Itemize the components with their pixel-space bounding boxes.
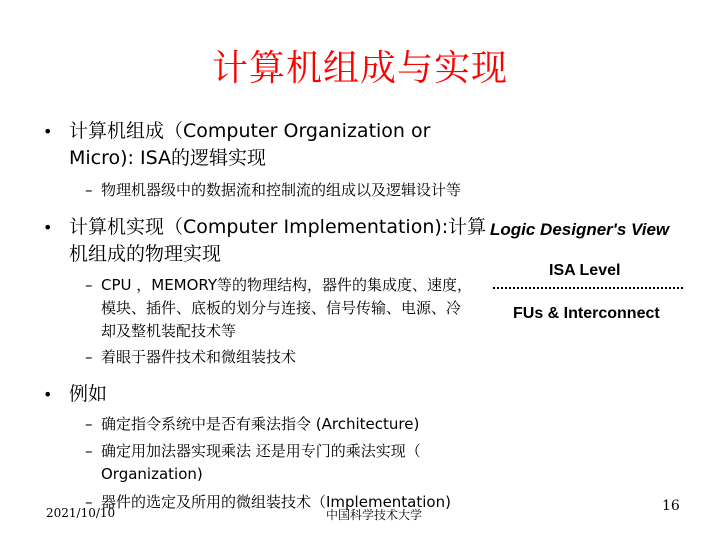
footer-organization: 中国科学技术大学 bbox=[326, 508, 423, 522]
bullet-dot: • bbox=[43, 122, 53, 141]
sub-bullet bbox=[85, 179, 462, 202]
sub-bullet-text: 物理机器级中的数据流和控制流的组成以及逻辑设计等 bbox=[101, 181, 462, 199]
footer-date: 2021/10/10 bbox=[46, 506, 116, 520]
sub-bullet-text-line2: Organization) bbox=[101, 465, 203, 483]
bullet-text-line2: Micro): ISA的逻辑实现 bbox=[69, 147, 267, 169]
sub-bullet-text-line3: 却及整机装配技术等 bbox=[101, 322, 237, 340]
sub-bullet-dash: – bbox=[85, 276, 93, 294]
sub-bullet bbox=[85, 440, 421, 486]
sub-bullet-text: 确定指令系统中是否有乘法指令 (Architecture) bbox=[101, 415, 420, 433]
page-number: 16 bbox=[662, 498, 680, 514]
sub-bullet-dash: – bbox=[85, 415, 93, 433]
sub-bullet bbox=[85, 274, 473, 343]
bullet-text-line2: 机组成的物理实现 bbox=[69, 243, 222, 265]
bullet-examples bbox=[43, 381, 108, 408]
sub-bullet bbox=[85, 346, 297, 369]
isa-level-label: ISA Level bbox=[549, 262, 621, 279]
bullet-computer-organization bbox=[43, 118, 431, 172]
bullet-text-line1: 计算机组成（Computer Organization or bbox=[69, 120, 431, 142]
bullet-text: 例如 bbox=[69, 383, 108, 405]
sub-bullet bbox=[85, 413, 420, 436]
logic-designer-view-label: Logic Designer's View bbox=[490, 220, 670, 239]
bullet-dot: • bbox=[43, 385, 53, 404]
isa-level-divider bbox=[493, 287, 683, 289]
sub-bullet-dash: – bbox=[85, 348, 93, 366]
sub-bullet-text: 器件的选定及所用的微组装技术（Implementation) bbox=[101, 493, 451, 511]
sub-bullet-text: 着眼于器件技术和微组装技术 bbox=[101, 348, 297, 366]
slide-title: 计算机组成与实现 bbox=[211, 48, 508, 89]
sub-bullet-dash: – bbox=[85, 442, 93, 460]
sub-bullet-dash: – bbox=[85, 181, 93, 199]
sub-bullet-text-line1: 确定用加法器实现乘法 还是用专门的乘法实现（ bbox=[101, 442, 421, 460]
bullet-computer-implementation bbox=[43, 214, 487, 268]
sub-bullet-text-line2: 模块、插件、底板的划分与连接、信号传输、电源、冷 bbox=[101, 299, 462, 317]
sub-bullet-dash: – bbox=[85, 493, 93, 511]
bullet-dot: • bbox=[43, 218, 53, 237]
fus-interconnect-label: FUs & Interconnect bbox=[513, 305, 660, 322]
sub-bullet-text-line1: CPU ，MEMORY等的物理结构，器件的集成度、速度， bbox=[101, 276, 473, 294]
bullet-text-line1: 计算机实现（Computer Implementation):计算 bbox=[69, 216, 487, 238]
